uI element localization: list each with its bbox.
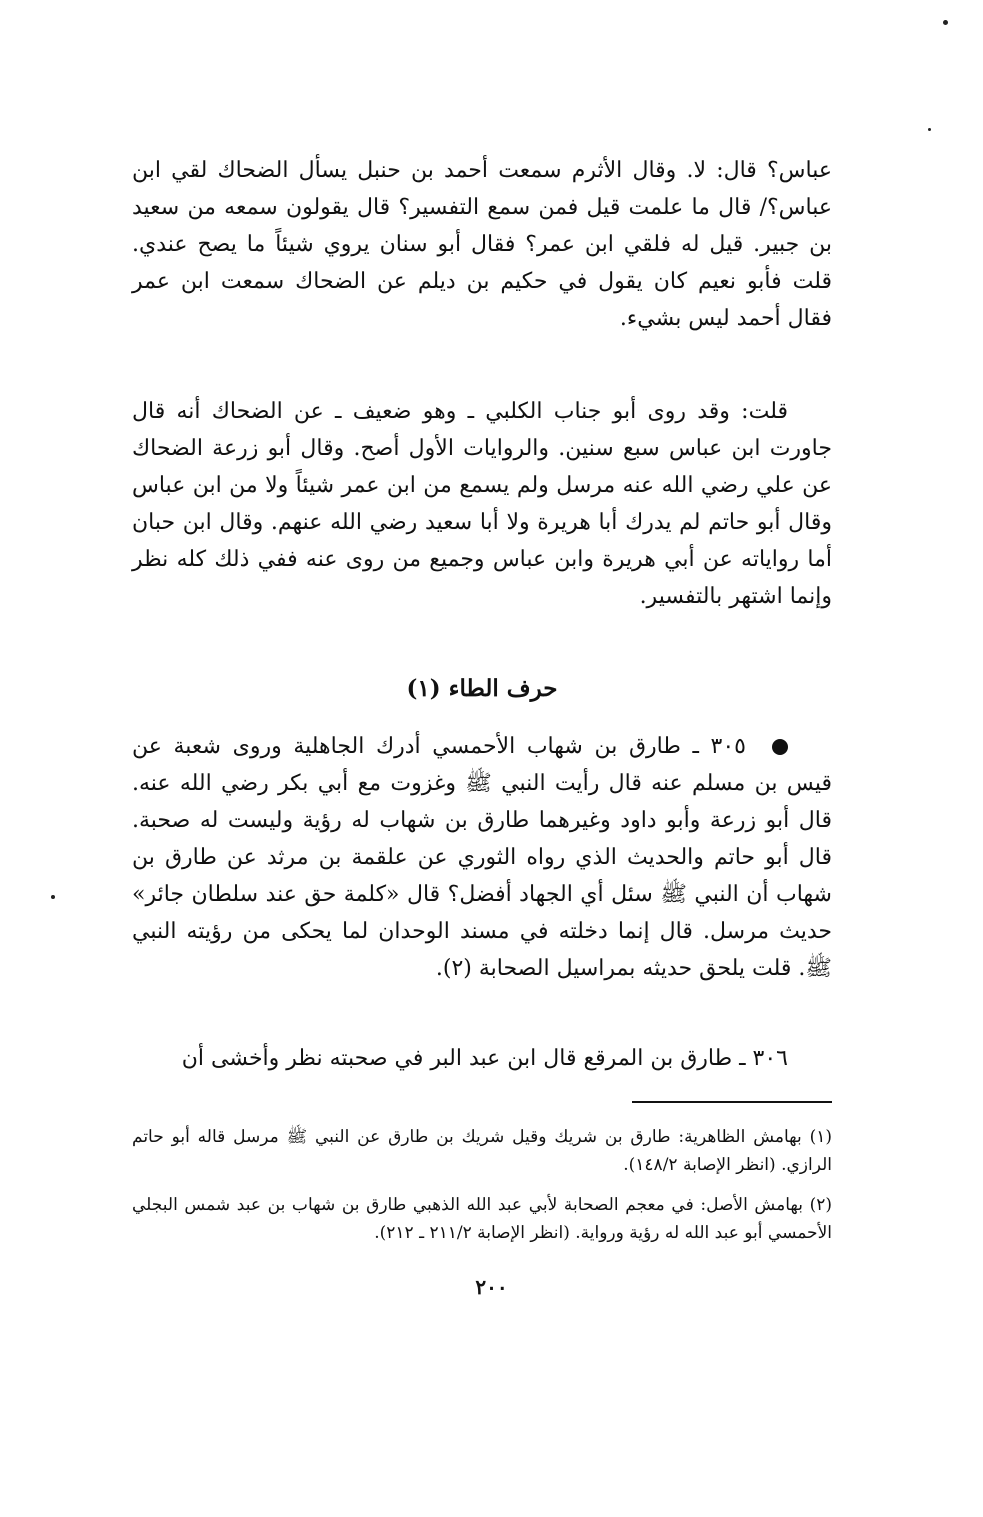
scan-speck	[928, 128, 931, 131]
footnote-separator	[632, 1101, 832, 1103]
section-heading: حرف الطاء (١)	[406, 675, 558, 702]
page-number: ٢٠٠	[475, 1275, 508, 1299]
body-paragraph: عباس؟ قال: لا. وقال الأثرم سمعت أحمد بن حنبل يسأل الضحاك لقي ابن عباس؟/ قال ما علمت قيل فمن سمع التفسير؟ قال يقولون سمعه من سعيد بن جبير. قيل له فلقي ابن عمر؟ فقال أبو سنان يروي شيئاً ما يصح عندي. قلت فأبو نعيم كان يقول في حكيم بن ديلم عن الضحاك سمعت ابن عمر فقال أحمد ليس بشيء.	[132, 158, 832, 331]
entry-text: ٣٠٥ ـ طارق بن شهاب الأحمسي أدرك الجاهلية وروى شعبة عن قيس بن مسلم عنه قال رأيت النبي ﷺ وغزوت مع أبي بكر رضي الله عنه. قال أبو زرعة وأبو داود وغيرهما طارق بن شهاب له رؤية وليست له صحبة. قال أبو حاتم والحديث الذي رواه الثوري عن علقمة بن مرثد عن طارق بن شهاب أن النبي ﷺ سئل أي الجهاد أفضل؟ قال «كلمة حق عند سلطان جائر» حديث مرسل. قال إنما دخلته في مسند الوحدان لما يحكى من رؤيته النبي ﷺ. قلت يلحق حديثه بمراسيل الصحابة (٢).	[132, 734, 832, 981]
scan-speck	[51, 895, 55, 899]
footnote: (١) بهامش الظاهرية: طارق بن شريك وقيل شريك بن طارق عن النبي ﷺ مرسل قاله أبو حاتم الرازي. (انظر الإصابة ١٤٨/٢).	[132, 1127, 832, 1175]
entry-paragraph: ٣٠٦ ـ طارق بن المرقع قال ابن عبد البر في صحبته نظر وأخشى أن	[181, 1046, 788, 1071]
body-paragraph: قلت: وقد روى أبو جناب الكلبي ـ وهو ضعيف ـ عن الضحاك أنه قال جاورت ابن عباس سبع سنين. والروايات الأول أصح. وقال أبو زرعة الضحاك عن علي رضي الله عنه مرسل ولم يسمع من ابن عمر شيئاً ولا من ابن عباس وقال أبو حاتم لم يدرك أبا هريرة ولا أبا سعيد رضي الله عنهم. وقال ابن حبان أما رواياته عن أبي هريرة وابن عباس وجميع من روى عنه ففي ذلك كله نظر وإنما اشتهر بالتفسير.	[132, 399, 832, 609]
bullet-dot-icon	[772, 739, 788, 755]
scan-speck	[943, 20, 948, 25]
footnote: (٢) بهامش الأصل: في معجم الصحابة لأبي عبد الله الذهبي طارق بن شهاب بن عبد شمس البجلي الأحمسي أبو عبد الله له رؤية ورواية. (انظر الإصابة ٢١١/٢ ـ ٢١٢).	[132, 1195, 832, 1243]
entry-paragraph	[132, 728, 832, 987]
